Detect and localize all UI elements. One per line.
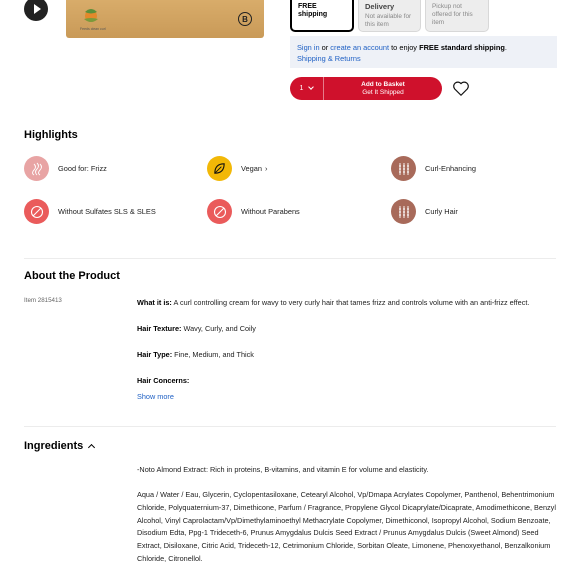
quantity-value: 1	[299, 85, 304, 92]
ingredients-highlight: -Noto Almond Extract: Rich in proteins, B-vitamins, and vitamin E for volume and elasticity.	[137, 465, 429, 474]
highlights-title: Highlights	[24, 129, 78, 141]
prohibited-icon	[207, 199, 232, 224]
create-account-link[interactable]: create an account	[330, 43, 390, 52]
pickup-line1: Pickup not	[432, 3, 462, 10]
add-to-basket-button[interactable]	[324, 81, 442, 96]
about-title: About the Product	[24, 270, 120, 282]
highlight-no-sulfates-label: Without Sulfates SLS & SLES	[58, 207, 156, 216]
hair-concerns-label: Hair Concerns:	[137, 376, 190, 385]
product-image[interactable]	[66, 0, 264, 38]
shipping-free-line2: shipping	[298, 11, 328, 18]
signin-link[interactable]: Sign in	[297, 43, 320, 52]
leaf-icon	[207, 156, 232, 181]
ingredients-list: Aqua / Water / Eau, Glycerin, Cyclopentasiloxane, Cetearyl Alcohol, Vp/Dmapa Acrylates Copolymer, Panthenol, Behentrimonium Chloride, Polyquaternium-37, Dimethicone, Parfum / Fragrance, Propylene Glycol Dicaprylate/Dicaprate, Amodimethicone, Benzyl Alcohol, Vinyl Caprolactam/Vp/Dimethylaminoethyl Methacrylate Copolymer, Dimethiconol, Isopropyl Alcohol, Sodium Benzoate, Disodium Edta, Ppg-1 Trideceth-6, Prunus Amygdalus Dulcis Seed Extract / Prunus Amygdalus Dulcis (Sweet Almond) Seed Extract, Disiloxane, Citric Acid, Trideceth-12, Cetrimonium Chloride, Sorbitan Oleate, Limonene, Phenoxyethanol, Benzalkonium Chloride, Citronellol.	[137, 490, 556, 563]
curl-icon	[391, 156, 416, 181]
curl-icon	[391, 199, 416, 224]
get-it-shipped-label: Get It Shipped	[362, 88, 404, 96]
highlight-vegan-label: Vegan	[241, 164, 262, 173]
shipping-free-line1: FREE	[298, 3, 317, 10]
pickup-line2: offered for this	[432, 11, 473, 18]
highlight-curly-hair	[391, 199, 458, 224]
bcorp-logo: B	[238, 12, 252, 26]
chevron-right-icon: ›	[264, 164, 268, 173]
section-divider	[24, 258, 556, 259]
what-it-is-label: What it is:	[137, 298, 172, 307]
quantity-select[interactable]	[290, 77, 324, 100]
hair-concerns	[137, 375, 557, 387]
shipping-returns-link[interactable]: Shipping & Returns	[297, 54, 361, 63]
signin-enjoy: to enjoy	[389, 43, 420, 52]
hair-texture-text: Wavy, Curly, and Coily	[181, 324, 256, 333]
highlight-frizz-label: Good for: Frizz	[58, 164, 107, 173]
free-standard-shipping: FREE standard shipping	[419, 43, 505, 52]
pickup-line3: item	[432, 19, 445, 26]
hair-type	[137, 349, 557, 361]
what-it-is	[137, 297, 557, 309]
shipping-option-delivery[interactable]	[358, 0, 421, 32]
shipping-option-pickup[interactable]	[425, 0, 489, 32]
shipping-option-free[interactable]	[290, 0, 354, 32]
highlight-curl-enhancing-label: Curl-Enhancing	[425, 164, 476, 173]
brand-leaf-icon	[80, 6, 102, 26]
highlight-curly-hair-label: Curly Hair	[425, 207, 458, 216]
highlight-no-parabens-label: Without Parabens	[241, 207, 300, 216]
chevron-down-icon	[309, 84, 315, 90]
highlight-no-sulfates	[24, 199, 156, 224]
delivery-title: Delivery	[365, 2, 395, 11]
hair-type-text: Fine, Medium, and Thick	[172, 350, 254, 359]
add-to-basket-label: Add to Basket	[361, 81, 405, 88]
what-it-is-text: A curl controlling cream for wavy to very curly hair that tames frizz and controls volume with an anti-frizz effect.	[171, 298, 530, 307]
chevron-up-icon	[88, 444, 95, 451]
heart-icon[interactable]	[452, 80, 470, 97]
frizz-icon	[24, 156, 49, 181]
item-number: Item 2815413	[24, 297, 62, 304]
ingredients-toggle[interactable]	[24, 440, 94, 452]
signin-or: or	[319, 43, 331, 52]
hair-texture-label: Hair Texture:	[137, 324, 182, 333]
add-to-basket-bar	[290, 77, 442, 100]
show-more-link[interactable]: Show more	[137, 392, 174, 401]
ingredients-title: Ingredients	[24, 440, 84, 452]
hair-type-label: Hair Type:	[137, 350, 173, 359]
section-divider	[24, 426, 556, 427]
highlight-frizz	[24, 156, 107, 181]
video-play-button[interactable]	[24, 0, 48, 21]
highlight-no-parabens	[207, 199, 300, 224]
signin-period: .	[504, 43, 507, 52]
signin-notice	[290, 36, 557, 68]
delivery-line2: this item	[365, 21, 389, 28]
prohibited-icon	[24, 199, 49, 224]
hair-texture	[137, 323, 557, 335]
product-image-caption: Feeds clean curl	[80, 27, 106, 31]
highlight-curl-enhancing	[391, 156, 476, 181]
delivery-line1: Not available for	[365, 13, 412, 20]
highlight-vegan[interactable]	[207, 156, 267, 181]
